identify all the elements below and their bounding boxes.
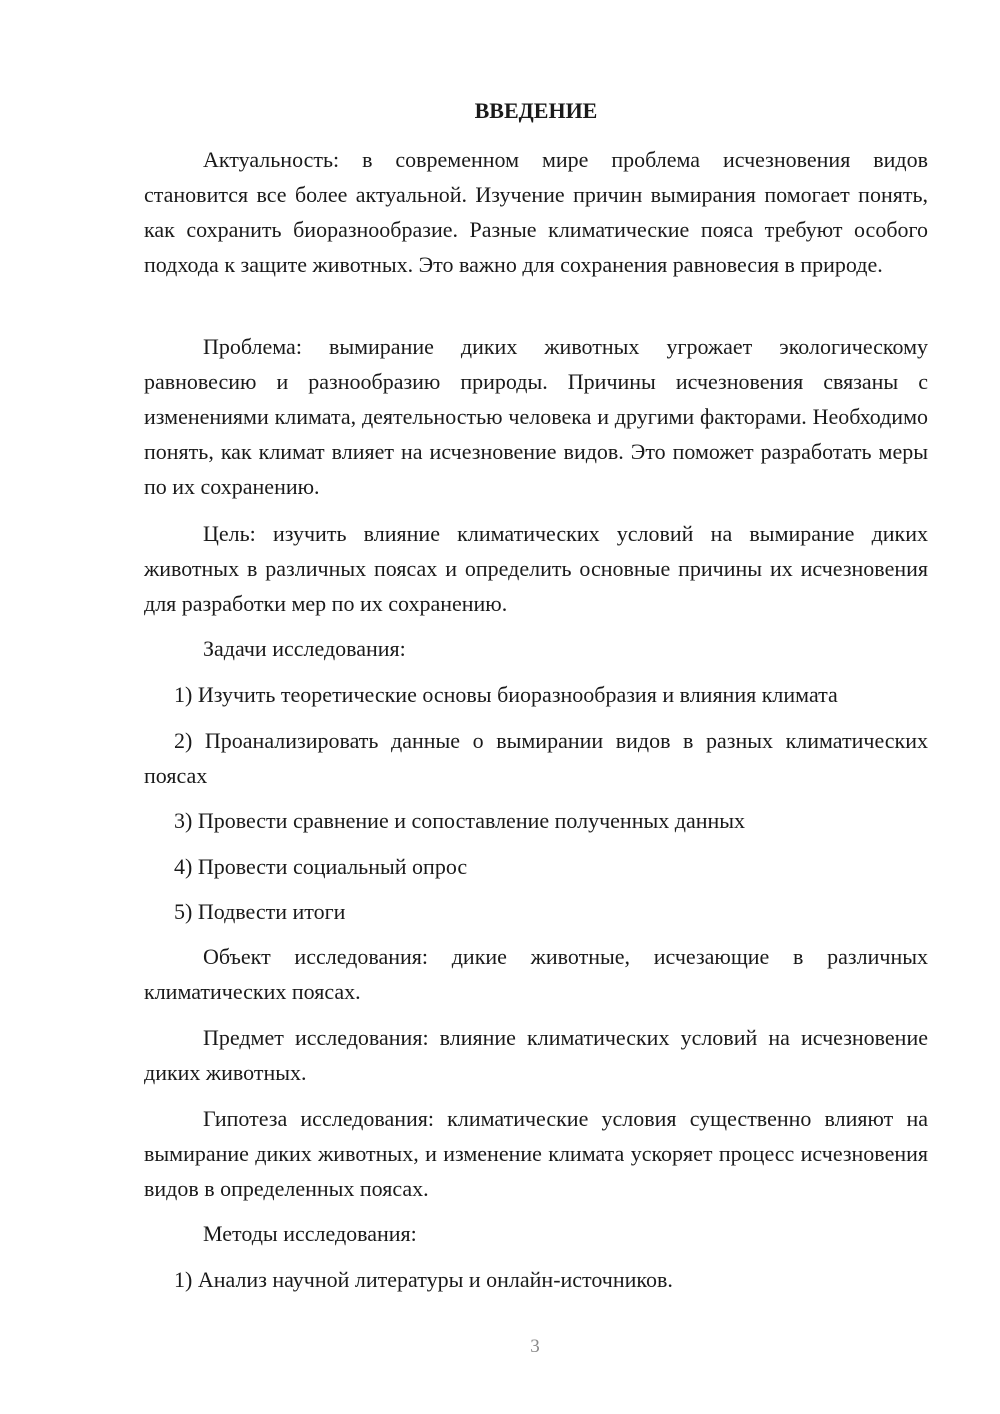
list-item-task-3: 3) Провести сравнение и сопоставление полученных данных [174, 808, 746, 833]
paragraph-problem: Проблема: вымирание диких животных угрожает экологическому равновесию и разнообразию природы. Причины исчезновения связаны с изменениями климата, деятельностью человека и другими факторами. Необходимо понять, как климат влияет на исчезновение видов. Это поможет разработать меры по их сохранению. [144, 334, 928, 499]
paragraph-goal: Цель: изучить влияние климатических условий на вымирание диких животных в различных поясах и определить основные причины их исчезновения для разработки мер по их сохранению. [144, 521, 928, 616]
list-item-method-1: 1) Анализ научной литературы и онлайн-источников. [174, 1267, 673, 1292]
section-heading: ВВЕДЕНИЕ [474, 98, 598, 123]
paragraph-subject: Предмет исследования: влияние климатических условий на исчезновение диких животных. [144, 1025, 928, 1085]
paragraph-hypothesis: Гипотеза исследования: климатические условия существенно влияют на вымирание диких животных, и изменение климата ускоряет процесс исчезновения видов в определенных поясах. [144, 1106, 928, 1201]
page-number: 3 [530, 1336, 540, 1357]
paragraph-methods-heading: Методы исследования: [203, 1221, 417, 1246]
paragraph-object: Объект исследования: дикие животные, исчезающие в различных климатических поясах. [144, 944, 928, 1004]
paragraph-relevance: Актуальность: в современном мире проблема исчезновения видов становится все более актуальной. Изучение причин вымирания помогает понять, как сохранить биоразнообразие. Разные климатические пояса требуют особого подхода к защите животных. Это важно для сохранения равновесия в природе. [144, 147, 928, 277]
list-item-task-4: 4) Провести социальный опрос [174, 854, 468, 879]
list-item-task-1: 1) Изучить теоретические основы биоразнообразия и влияния климата [174, 682, 838, 707]
list-item-task-2: 2) Проанализировать данные о вымирании видов в разных климатических поясах [144, 728, 928, 788]
list-item-task-5: 5) Подвести итоги [174, 899, 346, 924]
paragraph-tasks-heading: Задачи исследования: [203, 636, 406, 661]
